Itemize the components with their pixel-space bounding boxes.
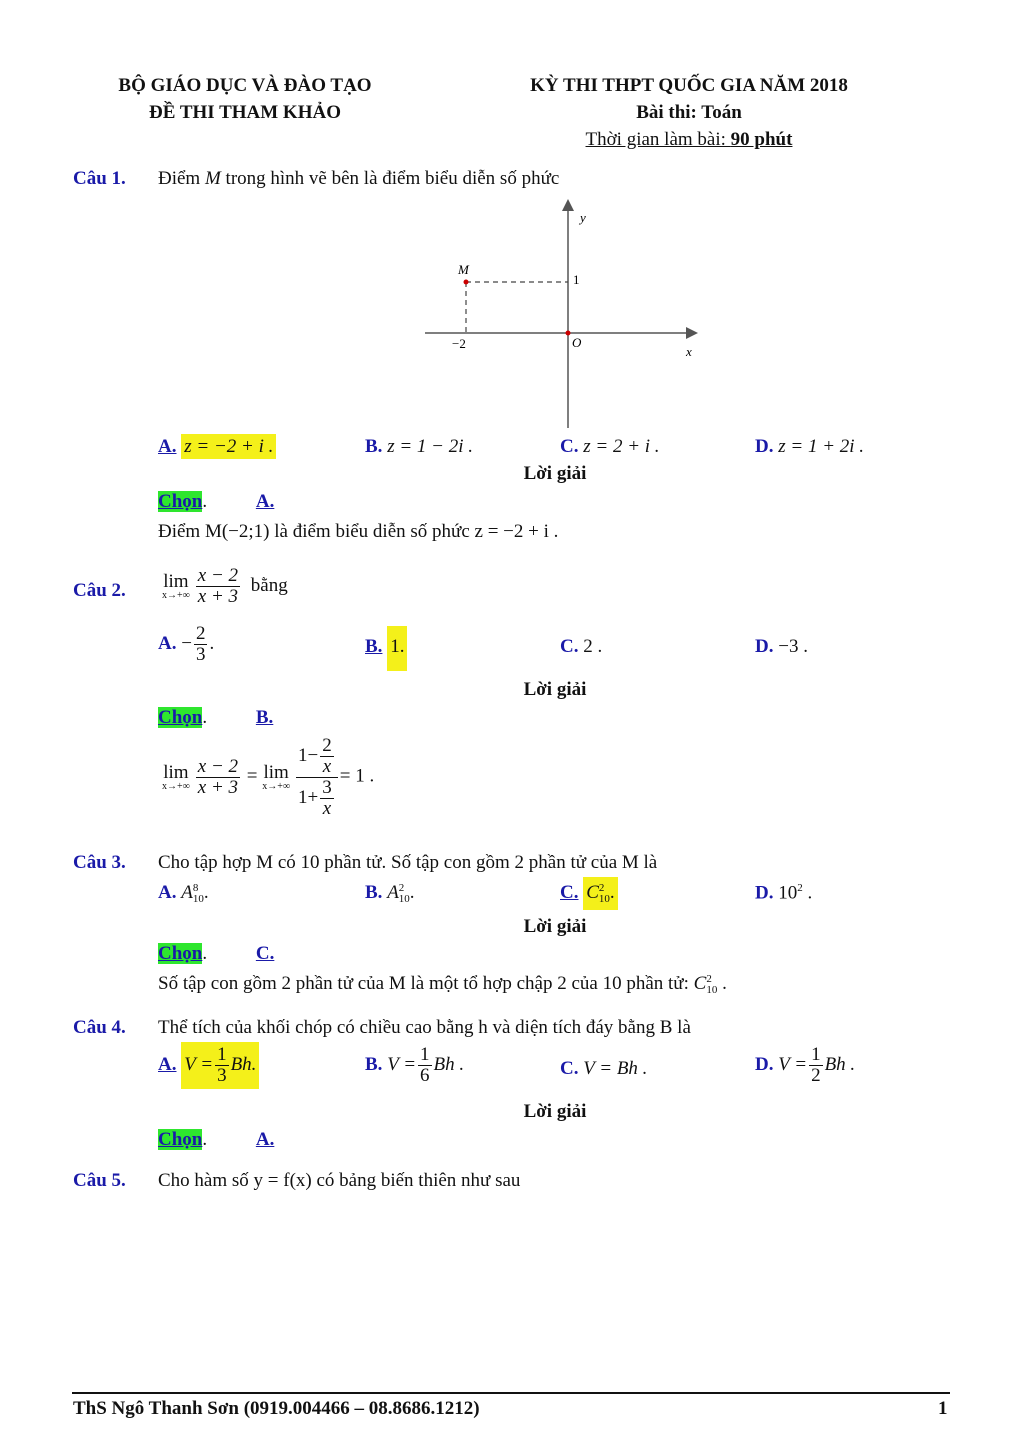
point-m-label: M: [458, 262, 469, 277]
q1-answer: Chọn. A.: [158, 491, 275, 512]
q4-option-c[interactable]: C. V = Bh .: [560, 1058, 648, 1079]
point-m: [464, 280, 469, 285]
footer-divider: [72, 1392, 950, 1394]
question-1-text: Điểm M trong hình vẽ bên là điểm biểu diễn số phức: [158, 168, 560, 189]
q3-option-d[interactable]: D. $10^2$ .: [755, 882, 813, 904]
question-2-text: lim x→+∞ $\frac{x - 2}{x + 3}$ bằng: [162, 565, 288, 607]
footer-author: ThS Ngô Thanh Sơn (0919.004466 – 08.8686.1212): [73, 1398, 480, 1419]
question-3-label: Câu 3.: [73, 852, 126, 873]
question-2-label: Câu 2.: [73, 580, 126, 601]
q3-answer: Chọn. C.: [158, 943, 275, 964]
y-axis-label: y: [580, 210, 586, 225]
q1-explanation: Điểm M(−2;1) là điểm biểu diễn số phức z = −2 + i .: [158, 521, 559, 542]
q1-option-a[interactable]: A. z = −2 + i .: [158, 436, 276, 458]
question-3-text: Cho tập hợp M có 10 phần tử. Số tập con gồm 2 phần tử của M là: [158, 852, 658, 873]
q4-solution-heading: Lời giải: [523, 1101, 587, 1122]
q2-limit-work: lim x→+∞ $\frac{x - 2}{x + 3}$ = lim x→+∞ 1− $\frac{2}{x}$ 1+ $\frac{3}{x}$ = 1 .: [162, 735, 375, 819]
origin-point: [566, 331, 571, 336]
q4-answer: Chọn. A.: [158, 1129, 275, 1150]
x-axis-label: x: [686, 344, 692, 359]
question-4-label: Câu 4.: [73, 1017, 126, 1038]
q2-option-a[interactable]: A. − $\frac{2}{3}$ .: [158, 623, 215, 665]
q4-option-a[interactable]: A. V = $\frac{1}{3}$ Bh.: [158, 1042, 259, 1089]
q4-option-d[interactable]: D. V = $\frac{1}{2}$ Bh .: [755, 1044, 856, 1086]
exam-time: Thời gian làm bài: 90 phút: [585, 129, 793, 150]
q2-solution-heading: Lời giải: [523, 679, 587, 700]
ministry-name: BỘ GIÁO DỤC VÀ ĐÀO TẠO: [118, 75, 372, 96]
q2-option-c[interactable]: C. 2 .: [560, 636, 603, 657]
q3-option-b[interactable]: B. A 2 10 .: [365, 881, 415, 905]
q3-option-a[interactable]: A. A 8 10 .: [158, 881, 209, 905]
q3-explanation: Số tập con gồm 2 phần tử của M là một tổ hợp chập 2 của 10 phần tử: C 2 10 .: [158, 972, 727, 996]
question-5-label: Câu 5.: [73, 1170, 126, 1191]
q1-option-b[interactable]: B. z = 1 − 2i .: [365, 436, 474, 457]
exam-subject: Bài thi: Toán: [636, 102, 742, 123]
question-1-label: Câu 1.: [73, 168, 126, 189]
page-number: 1: [938, 1398, 948, 1419]
q1-solution-heading: Lời giải: [523, 463, 587, 484]
q3-solution-heading: Lời giải: [523, 916, 587, 937]
q2-option-d[interactable]: D. −3 .: [755, 636, 808, 657]
question-4-text: Thể tích của khối chóp có chiều cao bằng h và diện tích đáy bằng B là: [158, 1017, 691, 1038]
complex-plane-graph: [420, 198, 710, 430]
origin-label: O: [572, 335, 582, 350]
q1-option-d[interactable]: D. z = 1 + 2i .: [755, 436, 865, 457]
exam-type: ĐỀ THI THAM KHẢO: [149, 102, 341, 123]
q2-answer: Chọn. B.: [158, 707, 274, 728]
question-5-text: Cho hàm số y = f(x) có bảng biến thiên như sau: [158, 1170, 521, 1191]
q4-option-b[interactable]: B. V = $\frac{1}{6}$ Bh .: [365, 1044, 465, 1086]
q3-option-c[interactable]: C. C 2 10 .: [560, 877, 618, 910]
x-tick-label: −2: [452, 336, 466, 351]
exam-title: KỲ THI THPT QUỐC GIA NĂM 2018: [530, 75, 848, 96]
y-tick-label: 1: [573, 272, 580, 287]
q1-option-c[interactable]: C. z = 2 + i .: [560, 436, 660, 457]
q2-option-b[interactable]: B. 1.: [365, 636, 407, 658]
